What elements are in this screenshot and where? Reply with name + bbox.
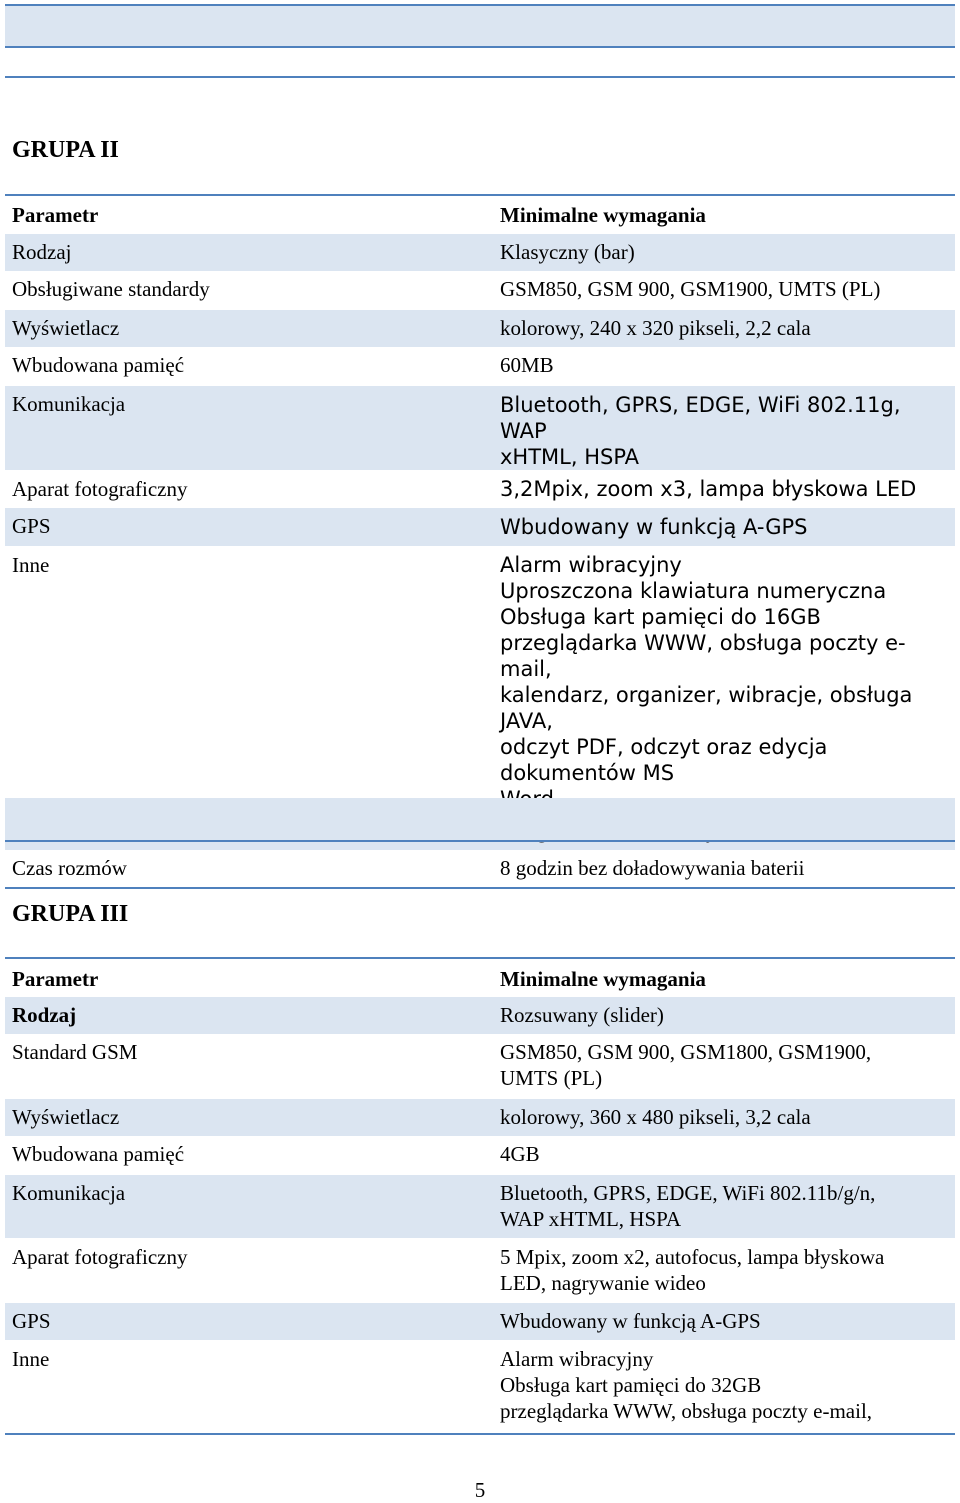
row-param: Czas rozmów [12, 856, 127, 880]
row-param: Standard GSM [12, 1040, 138, 1064]
group2-title: GRUPA II [12, 137, 119, 163]
row-value [488, 1174, 955, 1238]
value-line: WAP xHTML, HSPA [500, 1206, 682, 1231]
row-value [488, 385, 955, 470]
table-row [5, 309, 955, 347]
row-value [488, 850, 955, 888]
value-line: GSM850, GSM 900, GSM1800, GSM1900, [500, 1040, 872, 1064]
value-line: przeglądarka WWW, obsługa poczty e-mail, [500, 630, 906, 681]
row-param: Wbudowana pamięć [12, 353, 185, 377]
value-line: 5 Mpix, zoom x2, autofocus, lampa błyskowa [500, 1245, 885, 1269]
row-value [488, 546, 955, 813]
value-line: Uproszczona klawiatura numeryczna [500, 578, 887, 603]
table-row [5, 546, 955, 813]
table-row [5, 385, 955, 470]
value-line: Bluetooth, GPRS, EDGE, WiFi 802.11g, WAP [500, 392, 901, 443]
value-line: LED, nagrywanie wideo [500, 1271, 706, 1295]
row-value [488, 1098, 955, 1136]
row-param: Rodzaj [5, 996, 488, 1034]
row-value [488, 470, 955, 508]
group2-table-footer [5, 798, 955, 842]
group3-title: GRUPA III [12, 901, 129, 927]
table-row [5, 1034, 955, 1098]
value-line: Bluetooth, GPRS, EDGE, WiFi 802.11b/g/n, [500, 1180, 876, 1205]
value-line: 60MB [500, 353, 554, 377]
header-param: Parametr [12, 203, 99, 227]
row-value [488, 1034, 955, 1098]
table-row [5, 233, 955, 271]
value-line: xHTML, HSPA [500, 444, 640, 469]
table-row [5, 1098, 955, 1136]
row-value [488, 1340, 955, 1434]
table-row [5, 1174, 955, 1238]
group2-table [5, 194, 955, 889]
table-row [5, 470, 955, 508]
page-number: 5 [474, 1478, 486, 1502]
value-line: Alarm wibracyjny [500, 552, 682, 577]
value-line: Wbudowany w funkcją A-GPS [500, 515, 808, 539]
row-param: Wbudowana pamięć [12, 1142, 185, 1166]
row-param: Komunikacja [5, 385, 488, 470]
value-line: kalendarz, organizer, wibracje, obsługa JAVA, [500, 682, 913, 733]
row-param: Inne [12, 1347, 50, 1371]
group3-table [5, 957, 955, 1435]
value-line: Klasyczny (bar) [500, 239, 635, 264]
header-requirements: Minimalne wymagania [500, 203, 706, 227]
row-value [488, 508, 955, 546]
row-param: GPS [5, 1302, 488, 1340]
table-header-row [5, 958, 955, 996]
row-param: Rodzaj [5, 233, 488, 271]
value-line: przeglądarka WWW, obsługa poczty e-mail, [500, 1399, 873, 1423]
value-line: Wbudowany w funkcją A-GPS [500, 1308, 761, 1333]
row-param: Inne [12, 552, 50, 577]
row-value [488, 996, 955, 1034]
row-param: Obsługiwane standardy [12, 277, 210, 301]
row-param: GPS [5, 508, 488, 546]
table-row [5, 1136, 955, 1174]
value-line: UMTS (PL) [500, 1066, 603, 1090]
row-value [488, 271, 955, 309]
row-param: Aparat fotograficzny [12, 1245, 188, 1269]
table-header-row [5, 195, 955, 233]
value-line: Alarm wibracyjny [500, 1347, 654, 1371]
row-value [488, 233, 955, 271]
table-row [5, 850, 955, 888]
table-row [5, 1238, 955, 1302]
row-value [488, 347, 955, 385]
header-requirements: Minimalne wymagania [500, 967, 706, 991]
table-row [5, 1340, 955, 1434]
value-line: 3,2Mpix, zoom x3, lampa błyskowa LED [500, 476, 917, 501]
header-param: Parametr [12, 967, 99, 991]
row-value [488, 309, 955, 347]
value-line: 8 godzin bez doładowywania baterii [500, 856, 805, 880]
row-param: Komunikacja [5, 1174, 488, 1238]
value-line: Rozsuwany (slider) [500, 1002, 664, 1027]
table-row [5, 347, 955, 385]
row-value [488, 1136, 955, 1174]
table-row [5, 1302, 955, 1340]
row-value [488, 1302, 955, 1340]
value-line: GSM850, GSM 900, GSM1900, UMTS (PL) [500, 277, 881, 301]
value-line: Obsługa kart pamięci do 32GB [500, 1373, 762, 1397]
table-row [5, 508, 955, 546]
value-line: kolorowy, 360 x 480 pikseli, 3,2 cala [500, 1104, 811, 1129]
top-table-remnant [5, 4, 955, 48]
value-line: kolorowy, 240 x 320 pikseli, 2,2 cala [500, 315, 811, 340]
value-line: 4GB [500, 1142, 540, 1166]
table-row [5, 996, 955, 1034]
row-param: Wyświetlacz [5, 1098, 488, 1136]
table-row [5, 271, 955, 309]
row-value [488, 1238, 955, 1302]
row-param: Wyświetlacz [5, 309, 488, 347]
row-param: Aparat fotograficzny [12, 476, 188, 501]
band-rule [5, 76, 955, 78]
value-line: Obsługa kart pamięci do 16GB [500, 604, 821, 629]
value-line: odczyt PDF, odczyt oraz edycja dokumentów MS [500, 734, 828, 785]
